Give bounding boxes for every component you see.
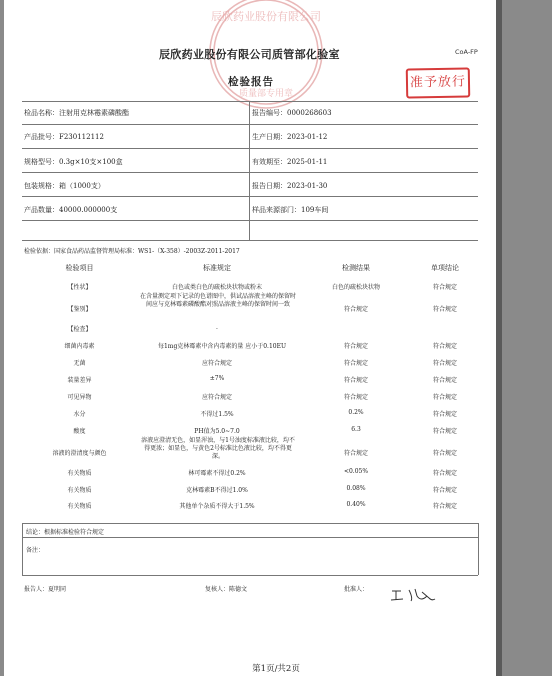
row-standard: 在含量测定项下记录的色谱图中，供试品溶液主峰的保留时间应与克林霉素磷酸酯对照品溶液主峰的保留时间一致	[139, 293, 296, 308]
quantity: 产品数量：40000.000000支	[24, 206, 118, 214]
row-conclusion: 符合规定	[432, 450, 457, 457]
divider	[478, 523, 479, 575]
row-item: 装量差异	[67, 377, 92, 384]
report-date: 报告日期：2023-01-30	[252, 182, 328, 190]
divider	[22, 523, 23, 575]
row-result: 符合规定	[343, 377, 368, 384]
remarks-label: 备注：	[26, 547, 45, 554]
row-item: 有关物质	[67, 470, 92, 477]
conclusion-text: 结论：根据标准检验符合规定	[26, 529, 105, 536]
row-standard: PH值为5.0~7.0	[194, 428, 240, 435]
row-result: 符合规定	[343, 306, 368, 313]
row-item: 细菌内毒素	[64, 343, 95, 350]
row-standard: 溶液应澄清无色，如显浑浊，与1号浊度标准液比较，均不得更浓；如显色，与黄色2号标准比色液比较，均不得更深。	[141, 437, 295, 460]
row-item: 【性状】	[67, 284, 92, 291]
col-header-conclusion: 单项结论	[431, 264, 459, 272]
col-header-standard: 标准规定	[203, 264, 231, 272]
approver-label: 批准人：	[344, 586, 369, 593]
report-page	[4, 0, 496, 676]
company-name: 辰欣药业股份有限公司质管部化验室	[159, 48, 340, 61]
svg-text:辰欣药业股份有限公司: 辰欣药业股份有限公司	[211, 10, 321, 23]
reviewer: 复核人：陈德文	[205, 586, 248, 593]
row-conclusion: 符合规定	[432, 470, 457, 477]
row-conclusion: 符合规定	[432, 306, 457, 313]
row-standard: 每1mg克林霉素中含内毒素的量 应小于0.10EU	[157, 343, 287, 350]
row-item: 有关物质	[67, 503, 92, 510]
row-conclusion: 符合规定	[432, 394, 457, 401]
page-indicator: 第1页/共2页	[252, 664, 300, 674]
row-item: 无菌	[73, 360, 86, 367]
packaging: 包装规格：箱（1000支）	[24, 182, 105, 190]
row-result: 0.2%	[348, 409, 364, 416]
row-item: 有关物质	[67, 487, 92, 494]
row-standard: 白色或类白色的疏松块状物或粉末	[171, 284, 262, 291]
row-standard: ±7%	[209, 375, 225, 382]
product-name: 检品名称：注射用克林霉素磷酸酯	[24, 109, 129, 117]
row-result: 白色的疏松块状物	[331, 284, 380, 291]
row-conclusion: 符合规定	[432, 428, 457, 435]
specification: 规格型号：0.3g×10支×100盒	[24, 158, 123, 166]
sample-source: 样品来源部门：109车间	[252, 206, 329, 214]
divider	[22, 537, 478, 538]
row-conclusion: 符合规定	[432, 343, 457, 350]
row-conclusion: 符合规定	[432, 360, 457, 367]
page-shadow	[496, 0, 502, 676]
col-header-item: 检验项目	[65, 264, 94, 272]
row-conclusion: 符合规定	[432, 284, 457, 291]
row-item: 【鉴别】	[67, 306, 92, 313]
row-standard: 林可霉素不得过0.2%	[188, 470, 246, 477]
expiry-date: 有效期至：2025-01-11	[252, 158, 328, 166]
row-conclusion: 符合规定	[432, 377, 457, 384]
report-number: 报告编号：0000268603	[252, 109, 332, 117]
divider	[22, 220, 478, 221]
row-item: 可见异物	[67, 394, 92, 401]
divider	[22, 148, 478, 149]
row-result: 符合规定	[343, 450, 368, 457]
divider	[22, 101, 478, 102]
batch-number: 产品批号：F230112112	[24, 133, 104, 141]
divider	[22, 196, 478, 197]
row-item: 水分	[73, 411, 86, 418]
svg-text:质量部专用章: 质量部专用章	[238, 89, 294, 99]
handwritten-signature-icon	[389, 584, 439, 606]
row-result: 0.40%	[346, 501, 366, 508]
divider	[22, 240, 478, 241]
reporter: 报告人：夏明同	[24, 586, 67, 593]
divider	[22, 124, 478, 125]
row-standard: 应符合规定	[201, 394, 232, 401]
test-basis: 检验依据：国家食品药品监督管理局标准：WS1-（X-358）-2003Z-2011-2017	[24, 248, 240, 255]
row-conclusion: 符合规定	[432, 411, 457, 418]
row-result: 符合规定	[343, 360, 368, 367]
row-result: 6.3	[351, 426, 361, 433]
row-standard: 其他单个杂质不得大于1.5%	[179, 503, 255, 510]
row-standard: 不得过1.5%	[200, 411, 234, 418]
col-header-result: 检测结果	[342, 264, 370, 272]
row-result: <0.05%	[343, 468, 369, 475]
row-result: 符合规定	[343, 343, 368, 350]
divider	[22, 575, 478, 576]
release-stamp: 准予放行	[406, 67, 471, 98]
row-standard: 克林霉素B不得过1.0%	[186, 487, 248, 494]
row-standard: 应符合规定	[201, 360, 232, 367]
divider	[22, 172, 478, 173]
report-title: 检验报告	[228, 76, 274, 88]
document-code: CoA-FP	[455, 48, 478, 56]
row-item: 溶液的澄清度与颜色	[52, 450, 107, 457]
row-result: 符合规定	[343, 394, 368, 401]
row-item: 【检查】	[67, 326, 92, 333]
production-date: 生产日期：2023-01-12	[252, 133, 328, 141]
row-result: 0.08%	[346, 485, 366, 492]
divider	[22, 523, 478, 524]
divider	[249, 101, 250, 240]
row-conclusion: 符合规定	[432, 487, 457, 494]
row-item: 酸度	[73, 428, 86, 435]
row-conclusion: 符合规定	[432, 503, 457, 510]
row-standard: .	[216, 324, 218, 331]
